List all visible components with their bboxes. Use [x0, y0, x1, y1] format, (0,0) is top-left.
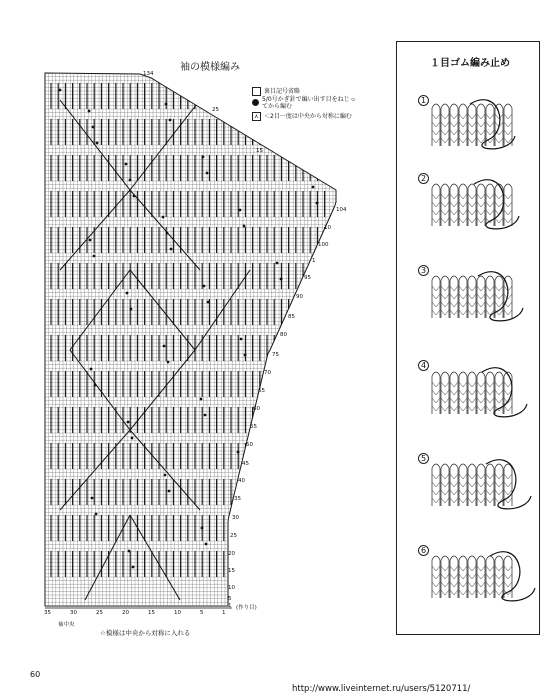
row-label: 15 — [256, 148, 263, 154]
chart-grid — [45, 73, 340, 606]
center-label: 袖中央 — [58, 622, 75, 628]
stitch-label: 20 — [122, 610, 129, 616]
page-number: 60 — [30, 670, 41, 679]
row-label: 20 — [228, 551, 235, 557]
dot-icon — [252, 99, 259, 106]
step-number: 2 — [418, 173, 429, 184]
row-label: 40 — [238, 478, 245, 484]
cast-on-label: (作り目) — [236, 605, 257, 611]
step-number: 6 — [418, 545, 429, 556]
legend-text: 裏目記号省略 — [264, 88, 301, 95]
row-label: 70 — [264, 370, 271, 376]
row-label: 10 — [228, 585, 235, 591]
legend-text: ＜2目一度は中央から対称に編む — [264, 113, 352, 120]
row-label: 1 — [228, 603, 232, 609]
bind-off-panel — [396, 41, 540, 635]
legend-row-twist — [252, 97, 357, 108]
row-label: 15 — [228, 568, 235, 574]
row-label: 25 — [230, 533, 237, 539]
step-number: 4 — [418, 360, 429, 371]
row-label: 85 — [288, 314, 295, 320]
row-label: 60 — [253, 406, 260, 412]
row-label: 90 — [296, 294, 303, 300]
legend-text: 5/0号かぎ針で編い出す目をねじってから編む — [262, 95, 356, 110]
stitch-label: 15 — [148, 610, 155, 616]
row-label: 55 — [250, 424, 257, 430]
row-label: 1 — [312, 258, 316, 264]
row-label: 25 — [212, 107, 219, 113]
step-number: 1 — [418, 95, 429, 106]
chart-legend — [252, 86, 357, 122]
chart-title: 袖の模様編み — [180, 62, 240, 73]
row-label: 100 — [318, 242, 329, 248]
row-label: 95 — [304, 275, 311, 281]
legend-row-decrease — [252, 111, 357, 122]
row-label: 5 — [228, 596, 232, 602]
stitch-label: 35 — [44, 610, 51, 616]
row-label: 65 — [258, 388, 265, 394]
step-number: 5 — [418, 453, 429, 464]
row-label: 104 — [336, 207, 347, 213]
row-label: 134 — [143, 71, 154, 77]
panel-title: １目ゴム編み止め — [430, 58, 510, 69]
decrease-icon: ⋏ — [252, 112, 261, 121]
row-label: 80 — [280, 332, 287, 338]
row-label: 75 — [272, 352, 279, 358]
row-label: 30 — [232, 515, 239, 521]
stitch-label: 5 — [200, 610, 204, 616]
row-label: 35 — [234, 496, 241, 502]
footnote: ☆模様は中央から対称に入れる — [100, 629, 191, 637]
stitch-label: 1 — [222, 610, 226, 616]
row-label: 50 — [246, 442, 253, 448]
source-url: http://www.liveinternet.ru/users/5120711/ — [292, 684, 471, 694]
row-label: 10 — [324, 225, 331, 231]
step-number: 3 — [418, 265, 429, 276]
empty-square-icon — [252, 87, 261, 96]
stitch-label: 10 — [174, 610, 181, 616]
stitch-label: 25 — [96, 610, 103, 616]
row-label: 45 — [242, 461, 249, 467]
stitch-label: 30 — [70, 610, 77, 616]
